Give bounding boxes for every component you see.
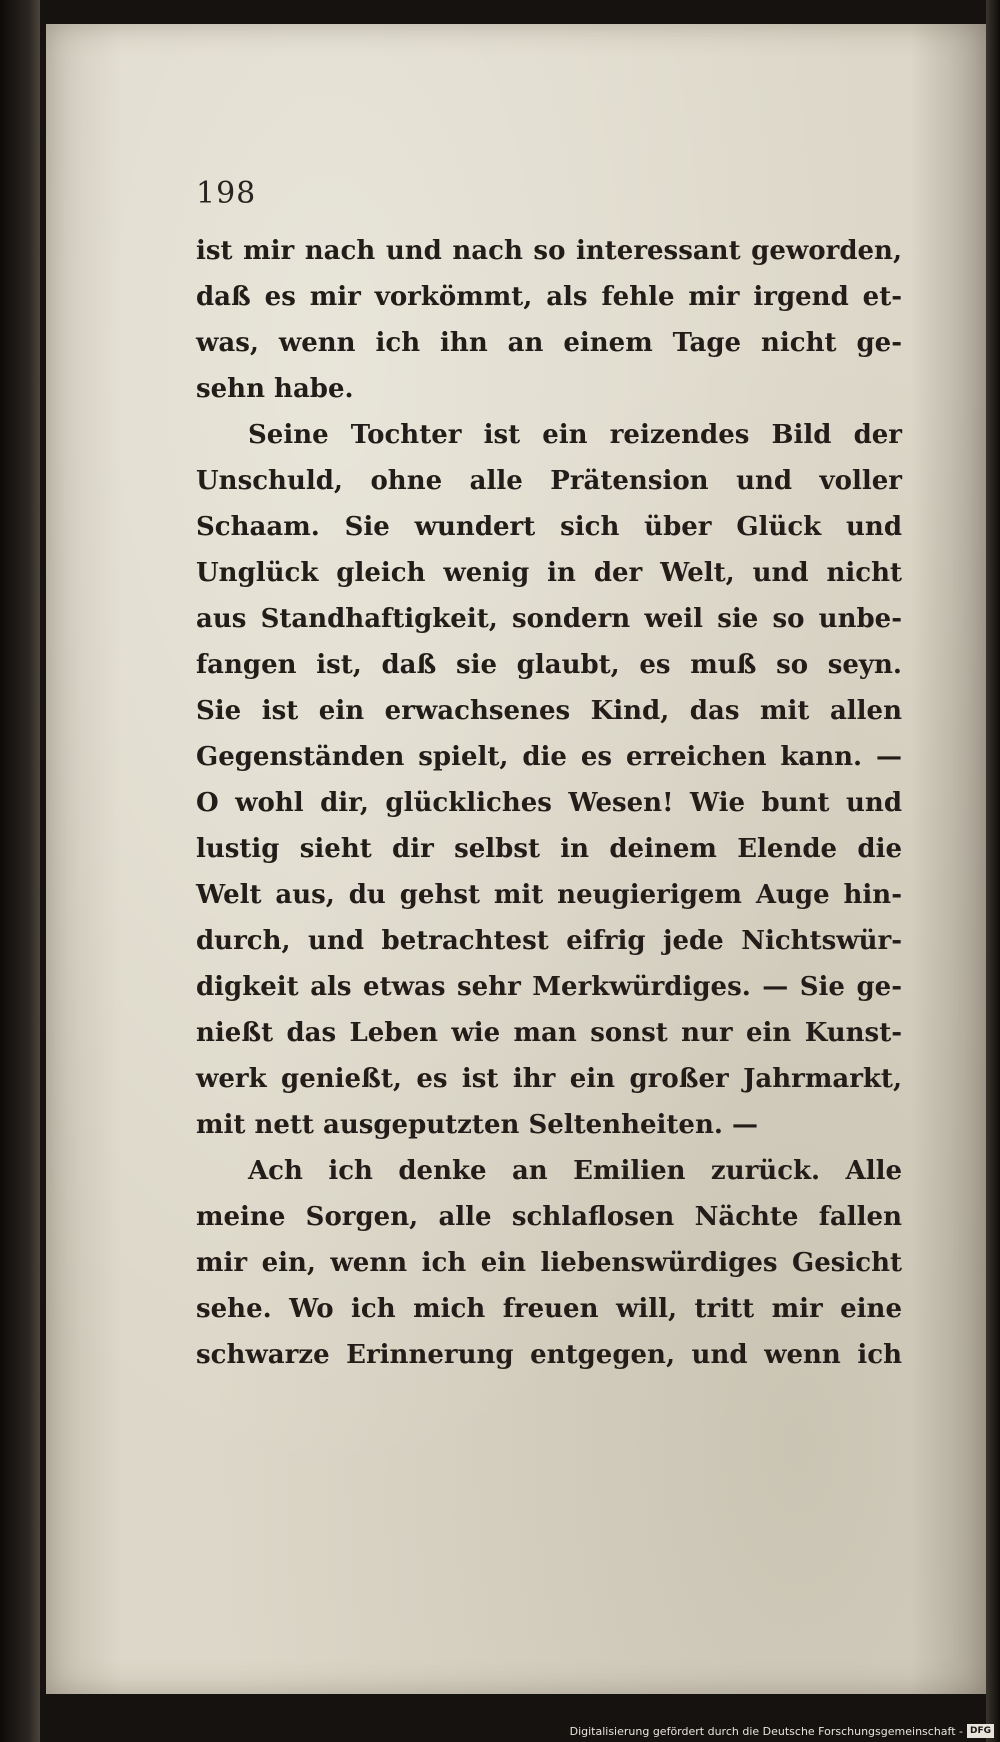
text-line: Sie ist ein erwachsenes Kind, das mit allen: [196, 696, 902, 726]
text-line: schwarze Erinnerung entgegen, und wenn ich: [196, 1340, 902, 1370]
page-number: 198: [196, 176, 257, 211]
text-line: Welt aus, du gehst mit neugierigem Auge hin-: [196, 880, 902, 910]
dfg-logo: DFG: [967, 1724, 994, 1738]
text-line: aus Standhaftigkeit, sondern weil sie so unbe-: [196, 604, 902, 634]
text-line: lustig sieht dir selbst in deinem Elende die: [196, 834, 902, 864]
text-line: digkeit als etwas sehr Merkwürdiges. — Sie ge-: [196, 972, 902, 1002]
text-line: durch, und betrachtest eifrig jede Nichtswür-: [196, 926, 902, 956]
text-line: mit nett ausgeputzten Seltenheiten. —: [196, 1110, 758, 1140]
text-line: Unschuld, ohne alle Prätension und voller: [196, 466, 902, 496]
text-line: werk genießt, es ist ihr ein großer Jahrmarkt,: [196, 1064, 902, 1094]
text-line: was, wenn ich ihn an einem Tage nicht ge-: [196, 328, 902, 358]
text-line: mir ein, wenn ich ein liebenswürdiges Gesicht: [196, 1248, 902, 1278]
text-line: O wohl dir, glückliches Wesen! Wie bunt und: [196, 788, 902, 818]
text-line: ist mir nach und nach so interessant geworden,: [196, 236, 902, 266]
book-left-edge: [0, 0, 40, 1742]
text-line: Seine Tochter ist ein reizendes Bild der: [248, 420, 902, 450]
text-line: nießt das Leben wie man sonst nur ein Kunst-: [196, 1018, 902, 1048]
text-line: Schaam. Sie wundert sich über Glück und: [196, 512, 902, 542]
book-right-edge: [986, 0, 1000, 1742]
text-line: daß es mir vorkömmt, als fehle mir irgend et-: [196, 282, 902, 312]
credit-text: Digitalisierung gefördert durch die Deutsche Forschungsgemeinschaft -: [569, 1724, 963, 1738]
text-line: sehe. Wo ich mich freuen will, tritt mir eine: [196, 1294, 902, 1324]
text-line: sehn habe.: [196, 374, 354, 404]
text-line: meine Sorgen, alle schlaflosen Nächte fallen: [196, 1202, 902, 1232]
digitization-credit: [570, 1722, 994, 1740]
text-line: Ach ich denke an Emilien zurück. Alle: [248, 1156, 902, 1186]
body-text: [196, 228, 902, 1378]
text-line: Gegenständen spielt, die es erreichen kann. —: [196, 742, 902, 772]
text-line: fangen ist, daß sie glaubt, es muß so seyn.: [196, 650, 902, 680]
text-line: Unglück gleich wenig in der Welt, und nicht: [196, 558, 902, 588]
